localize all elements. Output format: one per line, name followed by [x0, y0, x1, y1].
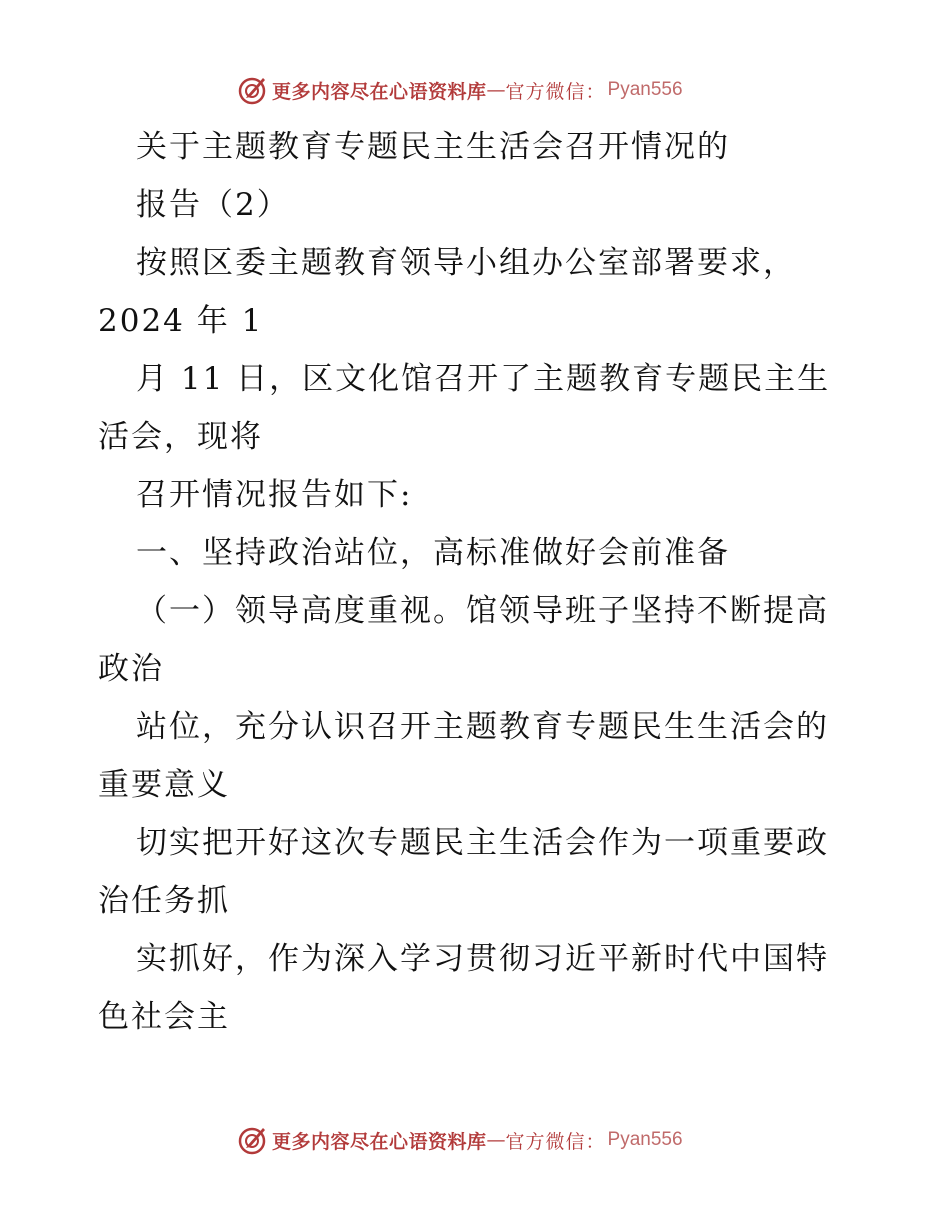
quill-logo-icon	[236, 74, 268, 106]
watermark-dash: —	[486, 79, 506, 101]
watermark-wechat-id: Pyan556	[607, 1129, 683, 1150]
watermark-slogan: 更多内容尽在心语资料库	[272, 1130, 487, 1153]
doc-line: 召开情况报告如下:	[136, 477, 413, 513]
header-watermark	[236, 73, 683, 107]
watermark-wechat-label: 官方微信：	[505, 1130, 606, 1153]
doc-line: 按照区委主题教育领导小组办公室部署要求，	[136, 245, 796, 281]
doc-line: 治任务抓	[98, 883, 230, 919]
doc-line: 站位，充分认识召开主题教育专题民生生活会的	[136, 709, 829, 745]
doc-line: 色社会主	[98, 999, 230, 1035]
doc-line: 切实把开好这次专题民主生活会作为一项重要政	[136, 825, 829, 861]
doc-line: 实抓好，作为深入学习贯彻习近平新时代中国特	[136, 941, 829, 977]
footer-watermark	[236, 1123, 683, 1157]
doc-line: 政治	[98, 651, 164, 687]
doc-line: 2024 年 1	[98, 303, 264, 339]
doc-line: 活会，现将	[98, 419, 263, 455]
watermark-wechat-id: Pyan556	[607, 79, 683, 100]
quill-logo-icon	[236, 1124, 268, 1156]
doc-line: 月 11 日，区文化馆召开了主题教育专题民主生	[136, 361, 831, 397]
watermark-slogan: 更多内容尽在心语资料库	[272, 80, 487, 103]
doc-section-heading: 一、坚持政治站位，高标准做好会前准备	[136, 535, 730, 571]
doc-subsection-heading: （一）领导高度重视。馆领导班子坚持不断提高	[136, 593, 829, 629]
watermark-wechat-label: 官方微信：	[505, 80, 606, 103]
doc-title-line-2: 报告（2）	[136, 187, 290, 223]
doc-title-line-1: 关于主题教育专题民主生活会召开情况的	[136, 129, 730, 165]
watermark-dash: —	[486, 1129, 506, 1151]
doc-line: 重要意义	[98, 767, 230, 803]
